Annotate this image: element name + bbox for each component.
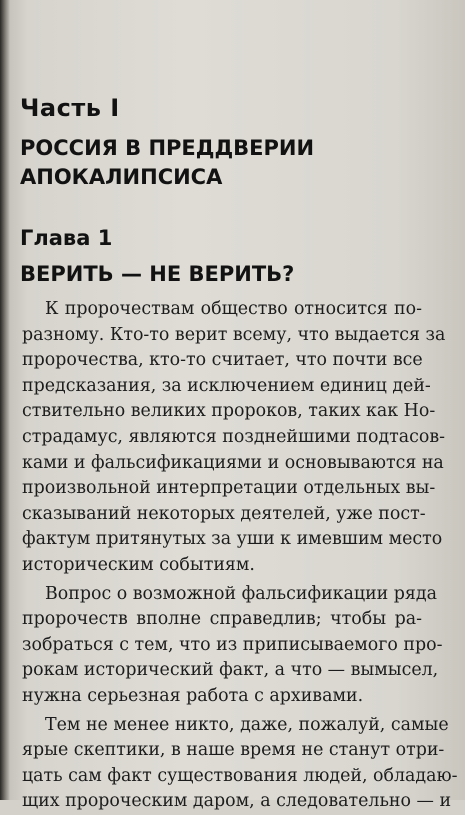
text-line: пророчества, кто-то считает, что почти все xyxy=(22,350,423,371)
paragraph xyxy=(22,713,458,815)
text-line: К пророчествам общество относится по- xyxy=(45,299,422,319)
text-line: сказываний некоторых деятелей, уже пост- xyxy=(22,503,426,524)
text-line: Тем не менее никто, даже, пожалуй, самые xyxy=(45,714,449,735)
part-title-line: АПОКАЛИПСИСА xyxy=(20,165,223,189)
part-title-line: РОССИЯ В ПРЕДДВЕРИИ xyxy=(20,136,315,160)
text-line: произвольной интерпретации отдельных вы- xyxy=(22,478,436,499)
text-line: нужна серьезная работа с архивами. xyxy=(22,685,364,706)
text-line: предсказания, за исключением единиц дей- xyxy=(22,375,431,396)
text-line: рокам исторический факт, а что — вымысел, xyxy=(22,660,439,681)
text-line: ярые скептики, в наше время не станут отри- xyxy=(22,740,445,761)
text-line: страдамус, являются позднейшими подтасов- xyxy=(22,426,446,447)
chapter-title: ВЕРИТЬ — НЕ ВЕРИТЬ? xyxy=(20,262,295,286)
chapter-label: Глава 1 xyxy=(20,226,113,250)
paragraph xyxy=(22,582,443,710)
text-line: фактум притянутых за уши к имевшим место xyxy=(22,529,443,550)
text-line: щих пророческим даром, а следовательно — и xyxy=(22,791,452,812)
part-title xyxy=(20,134,314,192)
page-spine-shadow xyxy=(0,0,10,800)
text-line: цать сам факт существования людей, обладаю- xyxy=(22,765,458,786)
paragraph xyxy=(22,297,446,579)
text-line: разному. Кто-то верит всему, что выдается за xyxy=(22,324,446,345)
text-line: пророчеств вполне справедлив; чтобы ра- xyxy=(22,609,422,630)
body-text xyxy=(22,297,458,815)
part-label: Часть I xyxy=(20,94,120,122)
text-line: Вопрос о возможной фальсификации ряда xyxy=(45,583,437,604)
text-line: ками и фальсификациями и основываются на xyxy=(22,452,444,473)
text-line: историческим событиям. xyxy=(22,554,255,575)
text-line: зобраться с тем, что из приписываемого про- xyxy=(22,634,443,655)
text-line: ствительно великих пророков, таких как Но- xyxy=(22,401,436,422)
